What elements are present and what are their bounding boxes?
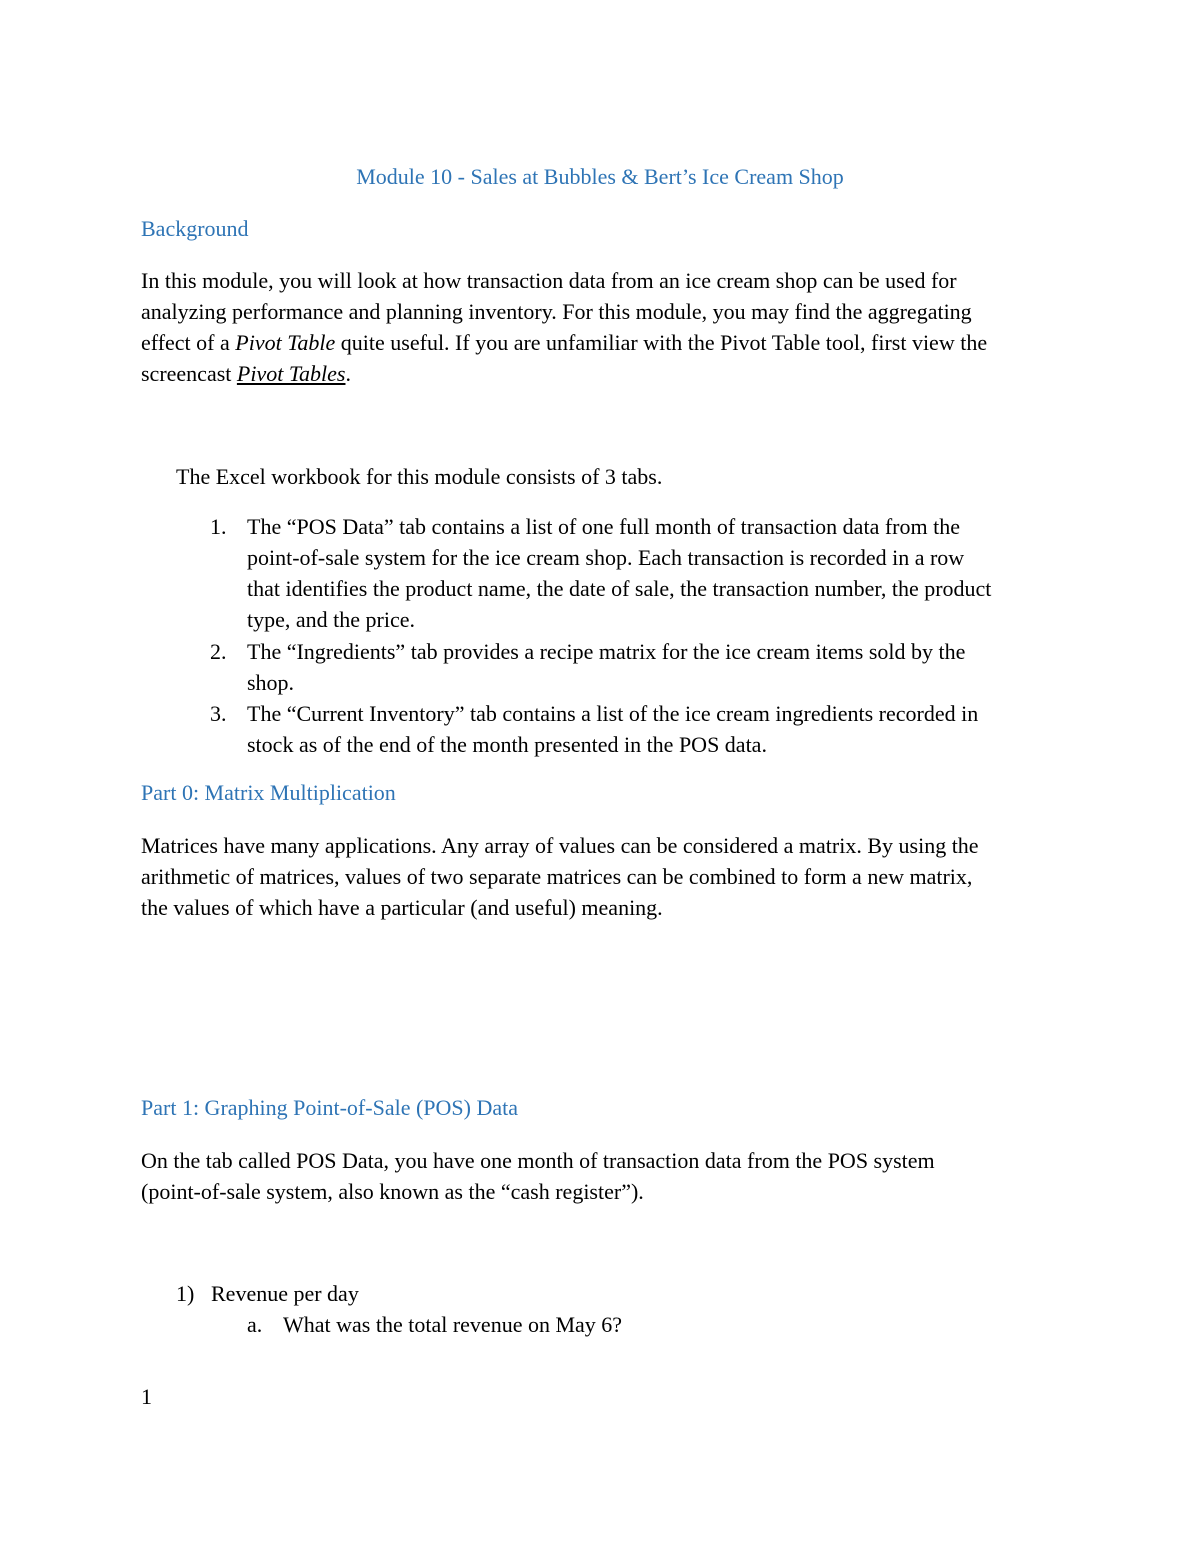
list-item-text: The “Ingredients” tab provides a recipe matrix for the ice cream items sold by the shop. <box>247 639 966 695</box>
part1-heading: Part 1: Graphing Point-of-Sale (POS) Data <box>141 1095 518 1120</box>
part0-heading: Part 0: Matrix Multiplication <box>141 780 396 805</box>
list-item-text: The “POS Data” tab contains a list of one full month of transaction data from the point-of-sale system for the ice cream shop. Each transaction is recorded in a row that identifies the product name, the date of sale, the transaction number, the product type, and the price. <box>247 514 992 632</box>
page-number: 1 <box>141 1384 152 1409</box>
part1-paragraph: On the tab called POS Data, you have one month of transaction data from the POS system (point-of-sale system, also known as the “cash register”). <box>141 1148 935 1204</box>
question-number: 1) <box>176 1281 195 1306</box>
document-title: Module 10 - Sales at Bubbles & Bert’s Ice Cream Shop <box>356 164 844 189</box>
list-item-number: 3. <box>210 701 227 726</box>
pivot-table-term: Pivot Table <box>235 330 336 355</box>
list-item-number: 1. <box>210 514 227 539</box>
part0-paragraph: Matrices have many applications. Any array of values can be considered a matrix. By using the arithmetic of matrices, values of two separate matrices can be combined to form a new matrix, the values of which have a particular (and useful) meaning. <box>141 833 979 920</box>
background-heading: Background <box>141 216 249 241</box>
background-line: analyzing performance and planning inventory. For this module, you may find the aggregating <box>141 299 972 324</box>
question-label: Revenue per day <box>211 1281 359 1306</box>
background-paragraph <box>141 265 1081 389</box>
pivot-tables-screencast-link[interactable]: Pivot Tables <box>236 361 346 386</box>
workbook-intro: The Excel workbook for this module consists of 3 tabs. <box>176 464 663 489</box>
list-item-text: The “Current Inventory” tab contains a list of the ice cream ingredients recorded in stock as of the end of the month presented in the POS data. <box>247 701 979 757</box>
sub-question-letter: a. <box>247 1312 263 1337</box>
background-line: screencast Pivot Tables. <box>141 361 351 386</box>
sub-question-label: What was the total revenue on May 6? <box>283 1312 623 1337</box>
background-line: effect of a Pivot Table quite useful. If you are unfamiliar with the Pivot Table tool, first view the <box>141 330 988 355</box>
list-item-number: 2. <box>210 639 227 664</box>
background-line: In this module, you will look at how transaction data from an ice cream shop can be used for <box>141 268 957 293</box>
